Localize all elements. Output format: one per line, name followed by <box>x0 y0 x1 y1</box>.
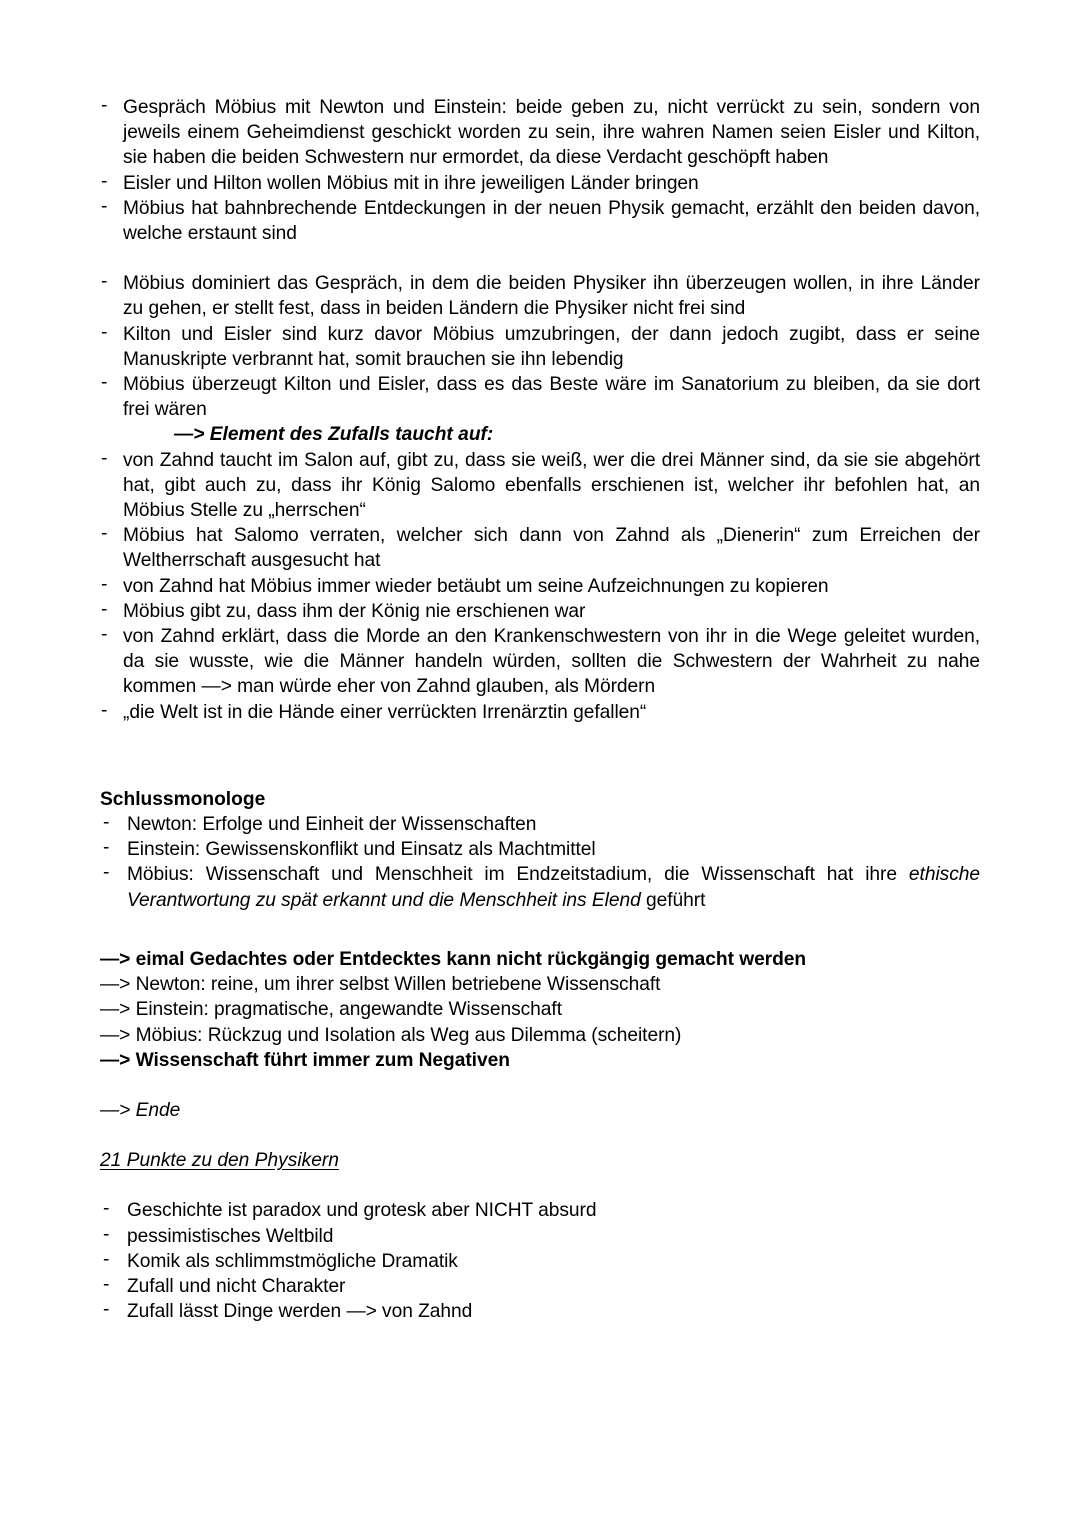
element-des-zufalls-note: —> Element des Zufalls taucht auf: <box>174 424 494 446</box>
section-spacer <box>100 1173 980 1198</box>
conclusion-line-4 <box>100 1023 980 1048</box>
list-item: - Möbius dominiert das Gespräch, in dem die beiden Physiker ihn überzeugen wollen, in ihre Länder zu gehen, er stellt fest, dass in beiden Ländern die Physiker nicht frei sind <box>100 271 980 321</box>
heading-21-punkte-wrapper <box>100 1148 980 1173</box>
list-item: - Zufall lässt Dinge werden —> von Zahnd <box>100 1299 980 1324</box>
heading-schlussmonologe: Schlussmonologe <box>100 788 266 810</box>
document-body <box>100 95 980 1324</box>
moebius-italic-text: ethische Verantwortung zu spät erkannt und die Menschheit ins Elend <box>127 864 980 911</box>
list-item: - von Zahnd taucht im Salon auf, gibt zu, dass sie weiß, wer die drei Männer sind, da sie sie abgehört hat, gibt auch zu, dass ihr König Salomo ebenfalls erschienen ist, welcher ihr befohlen hat, an Möbius Stelle zu „herrschen“ <box>100 448 980 524</box>
list-item: - Möbius hat bahnbrechende Entdeckungen in der neuen Physik gemacht, erzählt den beiden davon, welche erstaunt sind <box>100 196 980 246</box>
conclusion-text: Wissenschaft führt immer zum Negativen <box>135 1049 510 1071</box>
list-item: - Gespräch Möbius mit Newton und Einstein: beide geben zu, nicht verrückt zu sein, sondern von jeweils einem Geheimdienst geschickt worden zu sein, ihre wahren Namen seien Eisler und Kilton, sie haben die beiden Schwestern nur ermordet, da diese Verdacht geschöpft haben <box>100 95 980 171</box>
conclusion-text: Möbius: Rückzug und Isolation als Weg aus Dilemma (scheitern) <box>135 1024 682 1046</box>
list-item: - „die Welt ist in die Hände einer verrückten Irrenärztin gefallen“ <box>100 700 980 725</box>
list-item: - Kilton und Eisler sind kurz davor Möbius umzubringen, der dann jedoch zugibt, dass er seine Manuskripte verbrannt hat, somit brauchen sie ihn lebendig <box>100 322 980 372</box>
list-item: - Eisler und Hilton wollen Möbius mit in ihre jeweiligen Länder bringen <box>100 171 980 196</box>
heading-21-punkte: 21 Punkte zu den Physikern <box>100 1150 339 1172</box>
conclusion-line-2 <box>100 972 980 997</box>
moebius-tail-text: geführt <box>640 889 706 911</box>
bullet-list-section-2-after-note <box>100 448 980 725</box>
list-item: - Komik als schlimmstmögliche Dramatik <box>100 1249 980 1274</box>
list-item: - Möbius hat Salomo verraten, welcher sich dann von Zahnd als „Dienerin“ zum Erreichen der Weltherrschaft ausgesucht hat <box>100 523 980 573</box>
bullet-list-section-1 <box>100 95 980 246</box>
section-spacer <box>100 1123 980 1148</box>
section-spacer <box>100 1073 980 1098</box>
arrow-prefix-icon: —> <box>100 1024 136 1046</box>
conclusion-line-3 <box>100 997 980 1022</box>
conclusion-line-5 <box>100 1048 980 1073</box>
list-item: - Einstein: Gewissenskonflikt und Einsatz als Machtmittel <box>100 837 980 862</box>
list-item: - von Zahnd erklärt, dass die Morde an den Krankenschwestern von ihr in die Wege geleitet wurden, da sie wusste, wie die Männer handeln würden, sollten die Schwestern der Wahrheit zu nahe kommen —> man würde eher von Zahnd glauben, als Mördern <box>100 624 980 700</box>
moebius-lead-text: Möbius: Wissenschaft und Menschheit im Endzeitstadium, die Wissenschaft hat ihre <box>127 864 909 886</box>
list-item: - Newton: Erfolge und Einheit der Wissenschaften <box>100 812 980 837</box>
bullet-list-schlussmonologe <box>100 812 980 913</box>
bullet-list-21-punkte <box>100 1198 980 1324</box>
ende-line: —> Ende <box>100 1099 181 1121</box>
section-spacer <box>100 725 980 787</box>
section-spacer <box>100 246 980 271</box>
section-spacer <box>100 913 980 947</box>
conclusion-text: eimal Gedachtes oder Entdecktes kann nicht rückgängig gemacht werden <box>135 948 807 970</box>
list-item: - Möbius überzeugt Kilton und Eisler, dass es das Beste wäre im Sanatorium zu bleiben, da sie dort frei wären <box>100 372 980 422</box>
arrow-prefix-icon: —> <box>100 999 136 1021</box>
list-item: - pessimistisches Weltbild <box>100 1224 980 1249</box>
arrow-prefix-icon: —> <box>100 974 136 996</box>
list-item: - Möbius gibt zu, dass ihm der König nie erschienen war <box>100 599 980 624</box>
arrow-prefix-icon: —> <box>100 948 136 970</box>
conclusion-text: Einstein: pragmatische, angewandte Wissenschaft <box>135 999 562 1021</box>
list-item: - Geschichte ist paradox und grotesk aber NICHT absurd <box>100 1198 980 1223</box>
list-item: - von Zahnd hat Möbius immer wieder betäubt um seine Aufzeichnungen zu kopieren <box>100 574 980 599</box>
conclusion-line-1 <box>100 947 980 972</box>
arrow-prefix-icon: —> <box>100 1049 136 1071</box>
bullet-list-section-2-before-note <box>100 271 980 422</box>
list-item: - Zufall und nicht Charakter <box>100 1274 980 1299</box>
list-item-moebius <box>100 862 980 912</box>
conclusion-text: Newton: reine, um ihrer selbst Willen betriebene Wissenschaft <box>135 974 661 996</box>
